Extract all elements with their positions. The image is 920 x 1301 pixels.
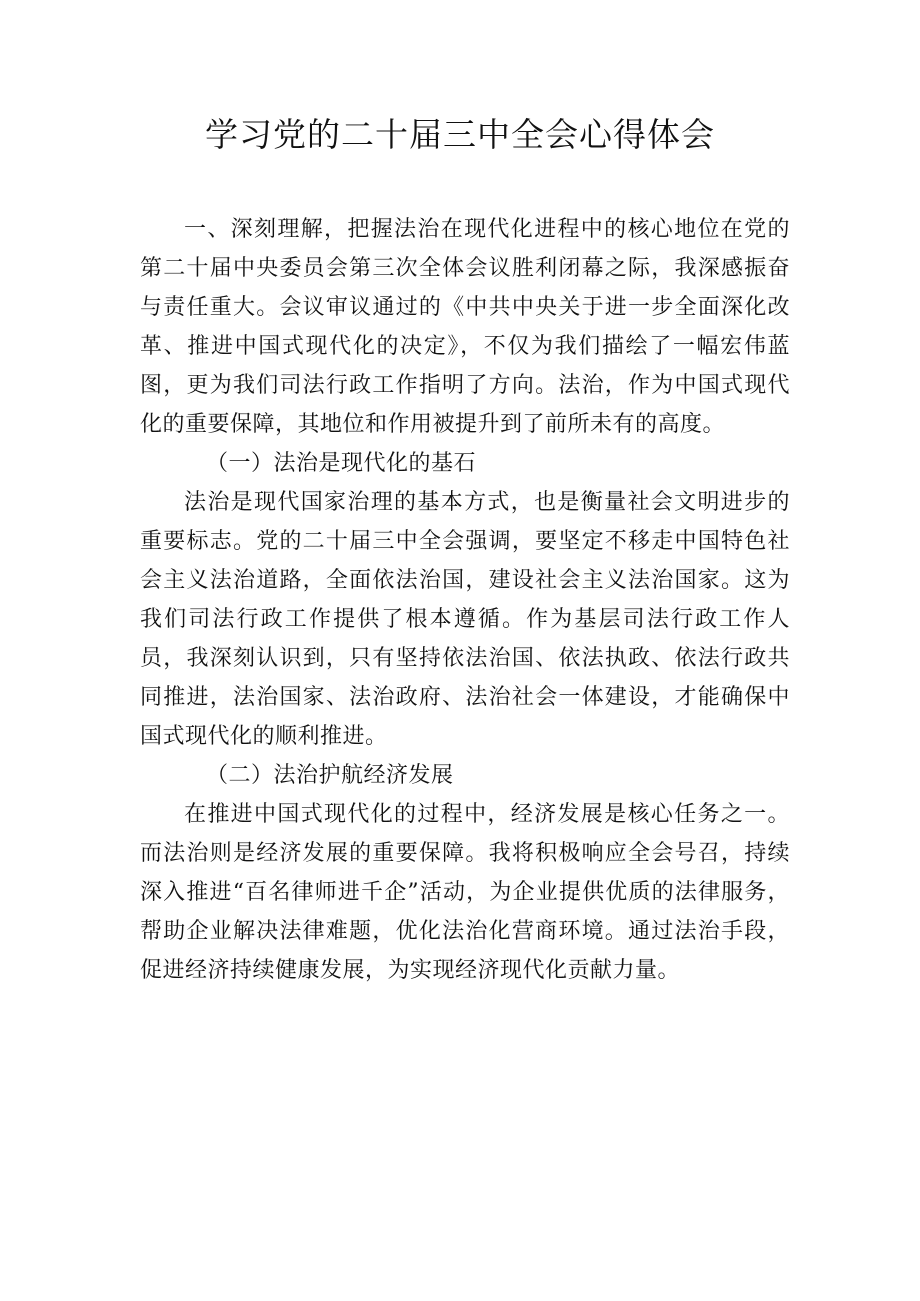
paragraph-intro: 一、深刻理解，把握法治在现代化进程中的核心地位在党的第二十届中央委员会第三次全体会议胜利闭幕之际，我深感振奋与责任重大。会议审议通过的《中共中央关于进一步全面深化改革、推进中国式现代化的决定》，不仅为我们描绘了一幅宏伟蓝图，更为我们司法行政工作指明了方向。法治，作为中国式现代化的重要保障，其地位和作用被提升到了前所未有的高度。 — [140, 217, 790, 437]
section-heading-1: （一）法治是现代化的基石 — [206, 451, 477, 476]
section-heading-2: （二）法治护航经济发展 — [206, 763, 454, 788]
paragraph-section-1: 法治是现代国家治理的基本方式，也是衡量社会文明进步的重要标志。党的二十届三中全会强调，要坚定不移走中国特色社会主义法治道路，全面依法治国，建设社会主义法治国家。这为我们司法行政工作提供了根本遵循。作为基层司法行政工作人员，我深刻认识到，只有坚持依法治国、依法执政、依法行政共同推进，法治国家、法治政府、法治社会一体建设，才能确保中国式现代化的顺利推进。 — [140, 490, 790, 749]
document-body — [140, 210, 790, 990]
document-title: 学习党的二十届三中全会心得体会 — [205, 115, 715, 154]
paragraph-section-2: 在推进中国式现代化的过程中，经济发展是核心任务之一。而法治则是经济发展的重要保障。我将积极响应全会号召，持续深入推进“百名律师进千企”活动，为企业提供优质的法律服务，帮助企业解决法律难题，优化法治化营商环境。通过法治手段，促进经济持续健康发展，为实现经济现代化贡献力量。 — [140, 802, 790, 983]
